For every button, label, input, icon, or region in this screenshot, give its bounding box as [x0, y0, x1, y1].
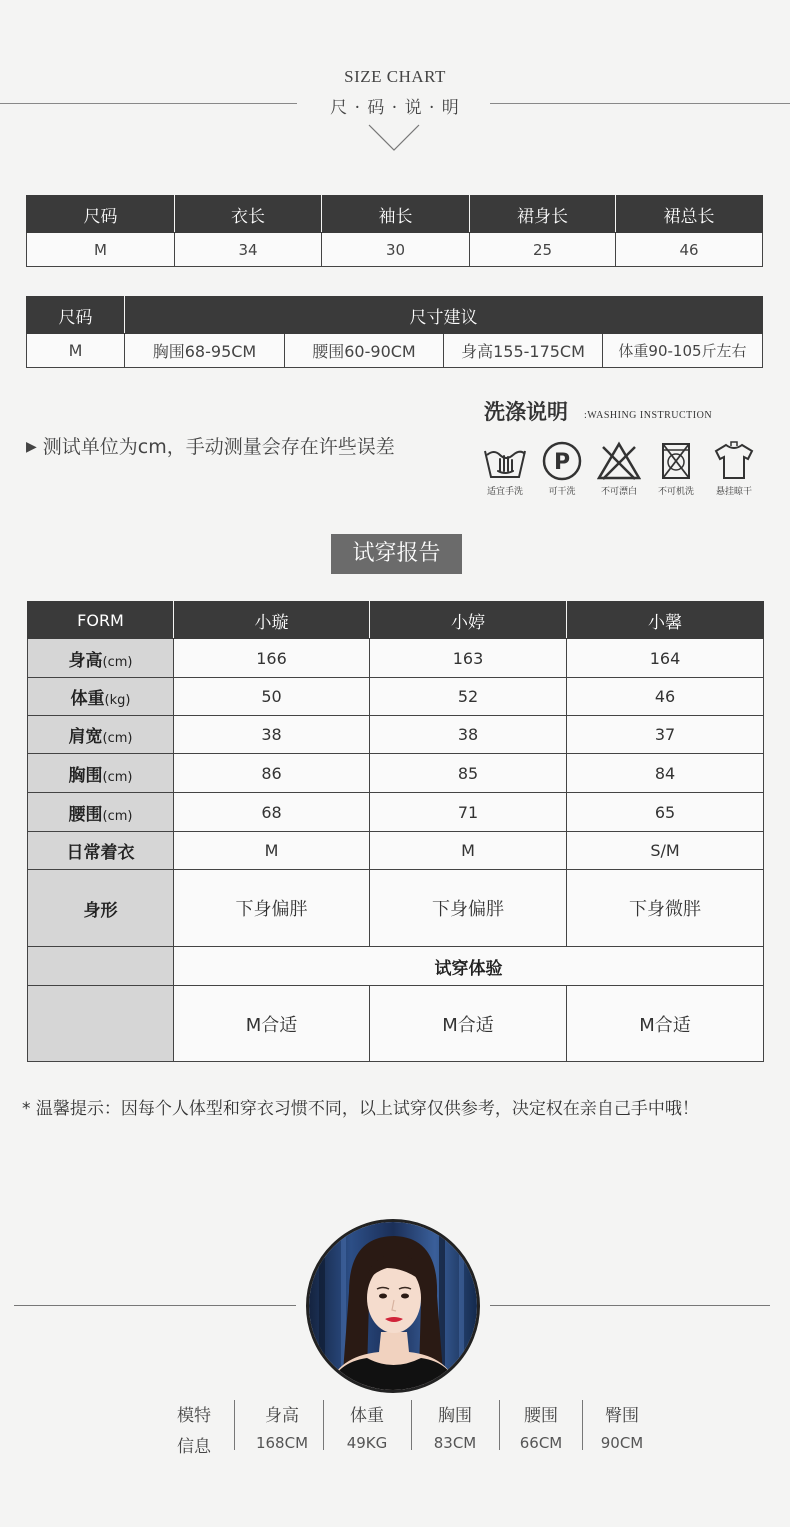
table-cell: M: [370, 832, 567, 870]
report-header-person-2: 小婷: [370, 602, 567, 639]
table-cell: M合适: [370, 986, 567, 1062]
hang-dry-icon: 悬挂晾干: [704, 441, 764, 497]
table-row: [28, 716, 764, 754]
warm-tip: * 温馨提示：因每个人体型和穿衣习惯不同，以上试穿仅供参考，决定权在亲自己手中哦！: [22, 1099, 699, 1119]
table-cell: 下身微胖: [567, 870, 764, 947]
experience-title: 试穿体验: [174, 947, 764, 986]
report-header-person-3: 小馨: [567, 602, 764, 639]
table-cell: 84: [567, 754, 764, 793]
table-cell: 46: [567, 678, 764, 716]
table-cell: 下身偏胖: [370, 870, 567, 947]
table-cell: 37: [567, 716, 764, 754]
table-cell: 71: [370, 793, 567, 832]
report-header-form: FORM: [28, 602, 174, 639]
model-line-left: [14, 1305, 296, 1306]
no-machine-wash-icon: 不可机洗: [646, 441, 706, 497]
report-header-person-1: 小璇: [174, 602, 370, 639]
table-cell: 38: [370, 716, 567, 754]
table-cell: 52: [370, 678, 567, 716]
suggest-header-suggest: 尺寸建议: [125, 297, 763, 334]
table-cell: M合适: [174, 986, 370, 1062]
table-cell: S/M: [567, 832, 764, 870]
suggest-cell: 腰围60-90CM: [285, 334, 444, 368]
model-stat-waist: 腰围 66CM: [519, 1406, 563, 1452]
washing-subtitle: :WASHING INSTRUCTION: [584, 410, 713, 421]
no-bleach-icon: 不可漂白: [589, 441, 649, 497]
row-label-weight: 体重(kg): [28, 678, 174, 716]
size-chart-title: SIZE CHART: [344, 67, 446, 86]
size-suggestion-table: [26, 296, 763, 368]
row-label-body-shape: 身形: [28, 870, 174, 947]
divider: [499, 1400, 500, 1450]
suggest-cell: 胸围68-95CM: [125, 334, 285, 368]
divider: [234, 1400, 235, 1450]
model-stat-height: 身高 168CM: [255, 1406, 309, 1452]
svg-text:P: P: [553, 450, 571, 475]
table-row: [28, 832, 764, 870]
table-row: [28, 754, 764, 793]
model-stat-hip: 臀围 90CM: [600, 1406, 644, 1452]
measurement-note-text: 测试单位为cm，手动测量会存在许些误差: [42, 436, 395, 458]
table-cell: 50: [174, 678, 370, 716]
row-label-height: 身高(cm): [28, 639, 174, 678]
row-label-empty: [28, 947, 174, 986]
model-avatar: [306, 1219, 480, 1393]
suggest-cell: 体重90-105斤左右: [603, 334, 763, 368]
table-cell: 68: [174, 793, 370, 832]
size-header-size: 尺码: [27, 196, 175, 233]
divider: [323, 1400, 324, 1450]
row-label-daily-size: 日常着衣: [28, 832, 174, 870]
size-header-sleeve: 袖长: [322, 196, 470, 233]
table-row: [28, 793, 764, 832]
divider: [411, 1400, 412, 1450]
suggest-cell: 身高155-175CM: [444, 334, 603, 368]
model-stat-bust: 胸围 83CM: [433, 1406, 477, 1452]
row-label-empty: [28, 986, 174, 1062]
model-line-right: [490, 1305, 770, 1306]
size-chart-subtitle: 尺 · 码 · 说 · 明: [330, 98, 460, 118]
model-info-label: 模特 信息: [177, 1406, 211, 1457]
size-header-skirt-total: 裙总长: [616, 196, 763, 233]
fitting-report-title: 试穿报告: [331, 534, 462, 574]
washing-title: 洗涤说明: [484, 399, 568, 424]
hand-wash-icon: 适宜手洗: [475, 441, 535, 497]
table-cell: 下身偏胖: [174, 870, 370, 947]
table-cell: 163: [370, 639, 567, 678]
size-table: [26, 195, 763, 267]
table-cell: 38: [174, 716, 370, 754]
table-row: [28, 870, 764, 947]
triangle-right-icon: ▶: [26, 439, 37, 455]
chevron-down-icon: [368, 124, 420, 152]
size-cell: 30: [322, 233, 470, 267]
size-cell: M: [27, 233, 175, 267]
row-label-waist: 腰围(cm): [28, 793, 174, 832]
row-label-shoulder: 肩宽(cm): [28, 716, 174, 754]
size-header-skirt-body: 裙身长: [470, 196, 616, 233]
size-header-length: 衣长: [175, 196, 322, 233]
table-row: [28, 986, 764, 1062]
size-cell: 25: [470, 233, 616, 267]
table-row: [28, 947, 764, 986]
table-cell: M: [174, 832, 370, 870]
model-stat-weight: 体重 49KG: [346, 1406, 388, 1452]
table-row: [28, 639, 764, 678]
table-cell: 166: [174, 639, 370, 678]
row-label-bust: 胸围(cm): [28, 754, 174, 793]
divider: [582, 1400, 583, 1450]
table-cell: 86: [174, 754, 370, 793]
dry-clean-icon: P 可干洗: [532, 441, 592, 497]
table-cell: 65: [567, 793, 764, 832]
measurement-note: [26, 432, 395, 459]
suggest-cell: M: [27, 334, 125, 368]
size-cell: 34: [175, 233, 322, 267]
table-cell: 85: [370, 754, 567, 793]
table-row: [28, 678, 764, 716]
fitting-report-table: [27, 601, 764, 1062]
table-cell: 164: [567, 639, 764, 678]
suggest-header-size: 尺码: [27, 297, 125, 334]
size-cell: 46: [616, 233, 763, 267]
table-cell: M合适: [567, 986, 764, 1062]
